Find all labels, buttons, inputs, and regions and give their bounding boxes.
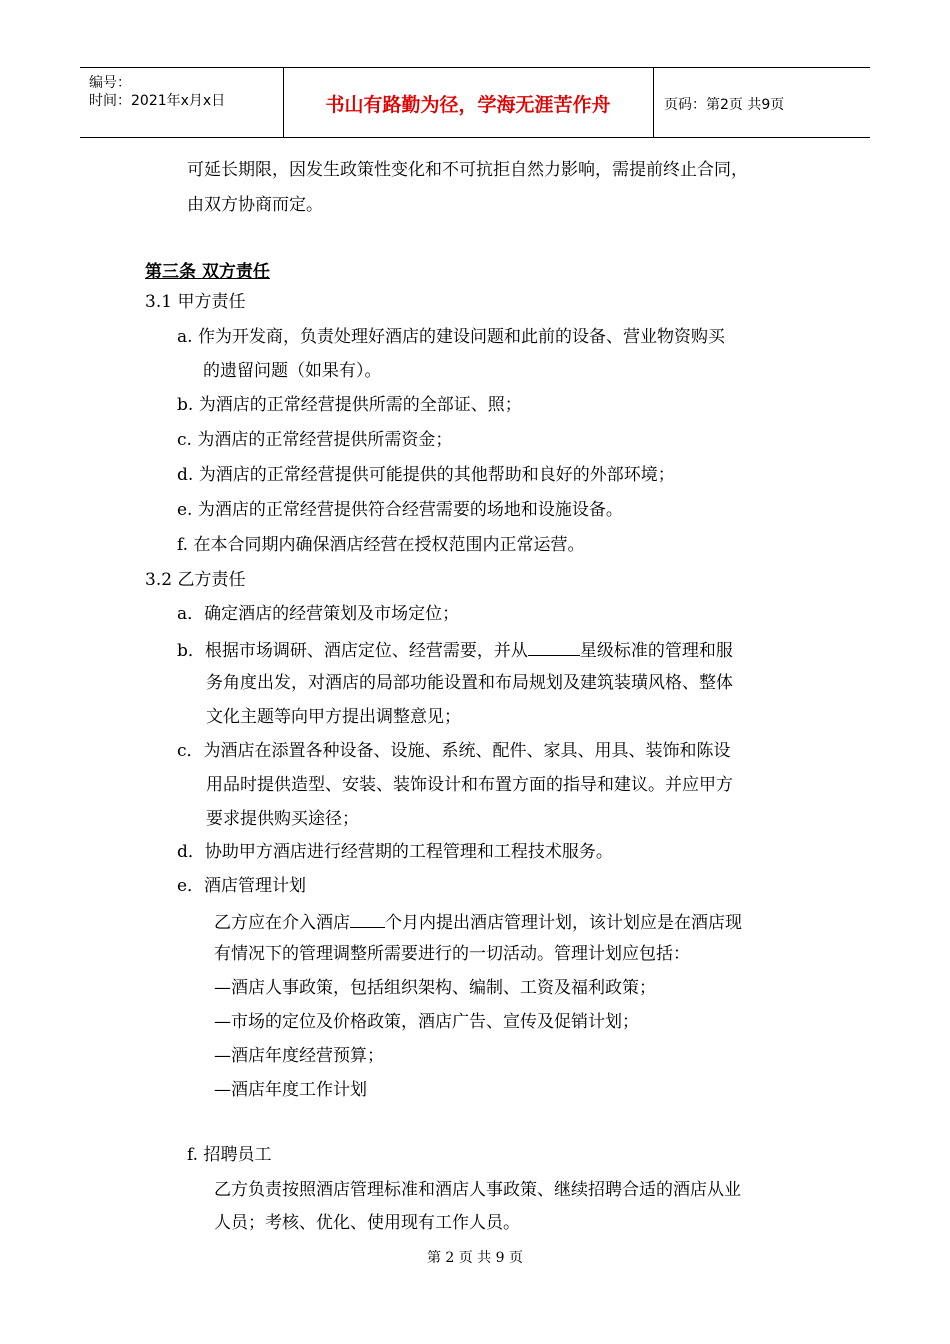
header-info-cell (80, 68, 284, 137)
list-item: f. 在本合同期内确保酒店经营在授权范围内正常运营。 (177, 535, 585, 555)
list-item: e. 为酒店的正常经营提供符合经营需要的场地和设施设备。 (177, 500, 623, 520)
article-3-heading: 第三条 双方责任 (145, 262, 270, 282)
list-item: d．协助甲方酒店进行经营期的工程管理和工程技术服务。 (177, 842, 613, 862)
text-segment: 星级标准的管理和服 (579, 641, 733, 661)
paragraph-line: 有情况下的管理调整所需要进行的一切活动。管理计划应包括： (214, 944, 690, 964)
section-3-2-title: 3.2 乙方责任 (145, 570, 246, 590)
list-item-continuation: 务角度出发，对酒店的局部功能设置和布局规划及建筑装璜风格、整体 (206, 673, 733, 693)
paragraph-line (214, 911, 742, 933)
list-item: e．酒店管理计划 (177, 876, 307, 896)
list-item-continuation: 要求提供购买途径； (206, 809, 359, 829)
list-item-continuation: 文化主题等向甲方提出调整意见； (206, 707, 461, 727)
list-item: f. 招聘员工 (187, 1145, 272, 1165)
page-footer: 第 2 页 共 9 页 (426, 1250, 524, 1266)
list-item-continuation: 的遗留问题（如果有）。 (203, 361, 382, 381)
plan-item: —酒店年度经营预算； (214, 1046, 384, 1066)
text-segment: b．根据市场调研、酒店定位、经营需要，并从 (177, 641, 528, 661)
paragraph-line: 可延长期限，因发生政策性变化和不可抗拒自然力影响，需提前终止合同， (187, 160, 748, 180)
text-segment: 乙方应在介入酒店 (214, 913, 350, 933)
fill-in-blank (350, 911, 385, 928)
page-header (80, 67, 870, 138)
list-item (177, 639, 733, 661)
plan-item: —酒店人事政策，包括组织架构、编制、工资及福利政策； (214, 978, 656, 998)
header-page-cell (654, 68, 870, 137)
paragraph-line: 乙方负责按照酒店管理标准和酒店人事政策、继续招聘合适的酒店从业 (214, 1180, 741, 1200)
header-motto-cell (283, 68, 654, 137)
header-page-number: 页码：第2页 共9页 (664, 97, 785, 113)
list-item: a. 作为开发商，负责处理好酒店的建设问题和此前的设备、营业物资购买 (177, 327, 725, 347)
list-item: b. 为酒店的正常经营提供所需的全部证、照； (177, 395, 522, 415)
list-item: c．为酒店在添置各种设备、设施、系统、配件、家具、用具、装饰和陈设 (177, 741, 731, 761)
list-item: d. 为酒店的正常经营提供可能提供的其他帮助和良好的外部环境； (177, 465, 675, 485)
section-3-1-title: 3.1 甲方责任 (145, 292, 246, 312)
paragraph-line: 人员；考核、优化、使用现有工作人员。 (214, 1213, 520, 1233)
document-number-label: 编号： (89, 75, 131, 91)
plan-item: —酒店年度工作计划 (214, 1080, 367, 1100)
document-time-label: 时间：2021年x月x日 (89, 93, 226, 109)
list-item-continuation: 用品时提供造型、安装、装饰设计和布置方面的指导和建议。并应甲方 (206, 775, 733, 795)
paragraph-line: 由双方协商而定。 (187, 195, 323, 215)
plan-item: —市场的定位及价格政策，酒店广告、宣传及促销计划； (214, 1012, 639, 1032)
list-item: c. 为酒店的正常经营提供所需资金； (177, 430, 453, 450)
fill-in-blank (528, 639, 580, 656)
header-motto: 书山有路勤为径，学海无涯苦作舟 (325, 94, 611, 116)
text-segment: 个月内提出酒店管理计划，该计划应是在酒店现 (385, 913, 742, 933)
list-item: a．确定酒店的经营策划及市场定位； (177, 604, 460, 624)
